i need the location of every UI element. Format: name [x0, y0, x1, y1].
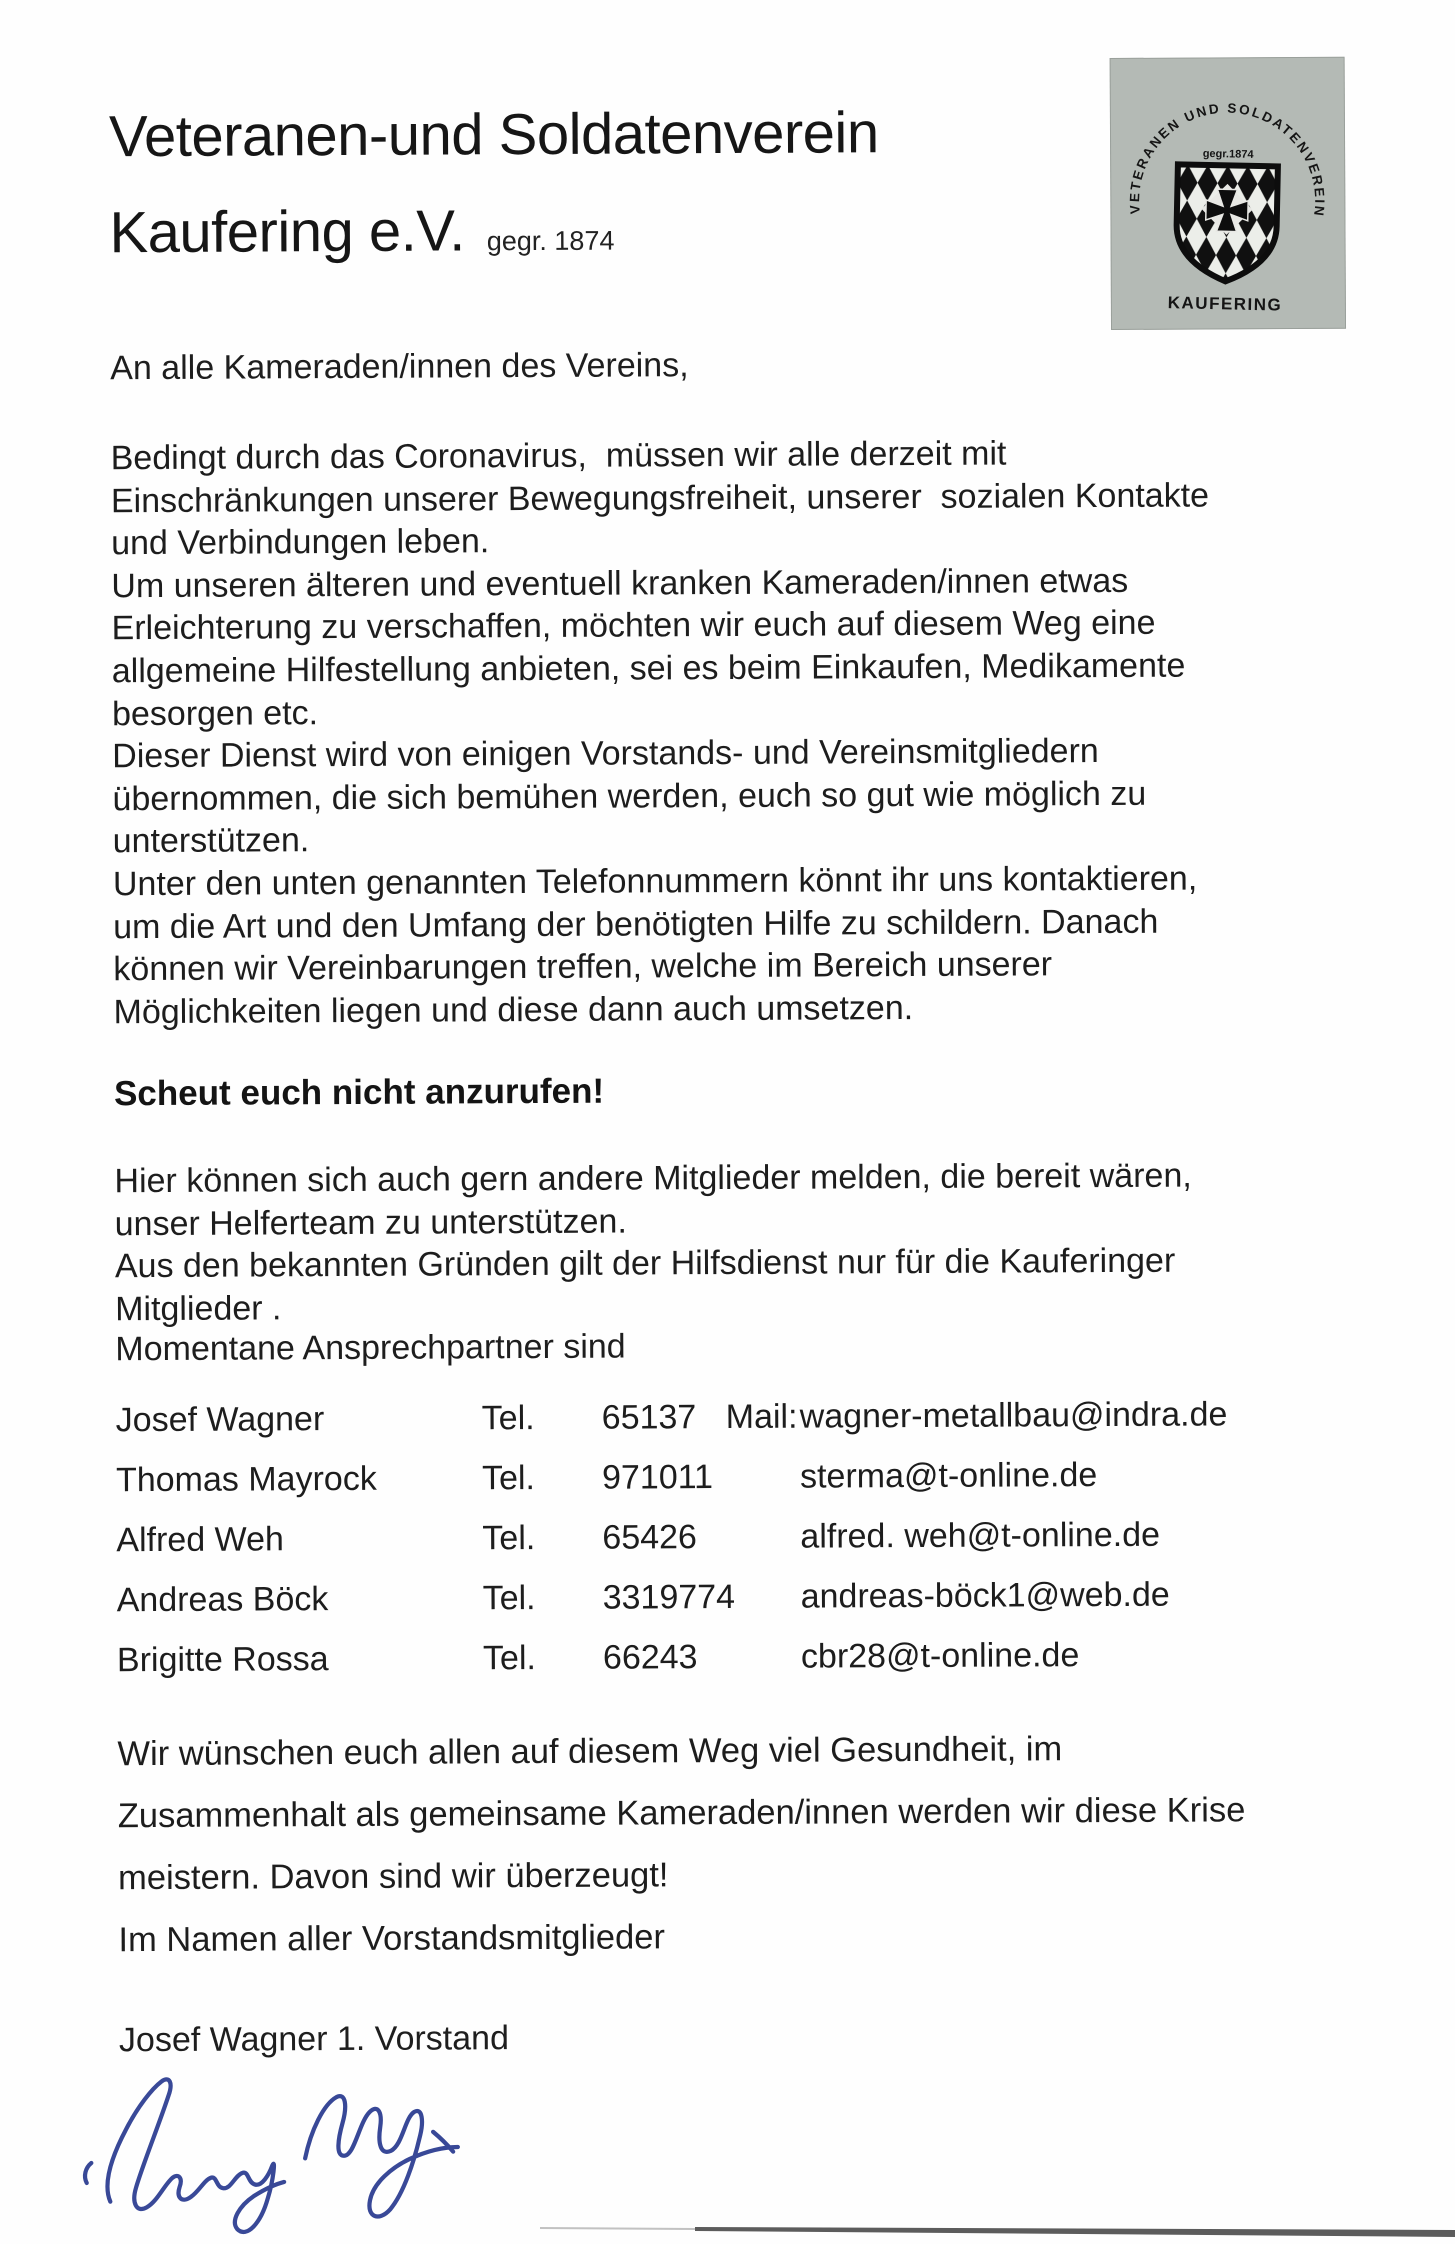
club-emblem-svg	[1110, 57, 1346, 330]
contact-tel-label: Tel.	[482, 1639, 537, 1678]
body-line: besorgen etc.	[111, 693, 319, 733]
contact-name: Alfred Weh	[116, 1520, 285, 1560]
body-line: übernommen, die sich bemühen werden, euch so gut wie möglich zu	[112, 774, 1147, 818]
contact-mail-label: Mail:	[725, 1397, 798, 1437]
body-line: um die Art und den Umfang der benötigten Hilfe zu schildern. Danach	[113, 902, 1159, 946]
body-line: können wir Vereinbarungen treffen, welche im Bereich unserer	[113, 945, 1053, 989]
salutation: An alle Kameraden/innen des Vereins,	[110, 346, 689, 388]
body-line: Erleichterung zu verschaffen, möchten wir euch auf diesem Weg eine	[111, 604, 1156, 648]
signature-stroke	[107, 2079, 284, 2233]
body-line: Um unseren älteren und eventuell kranken Kameraden/innen etwas	[111, 561, 1129, 606]
contact-tel-number: 3319774	[602, 1577, 736, 1617]
contact-tel-label: Tel.	[482, 1519, 536, 1558]
contact-row	[117, 1633, 1229, 1682]
contact-row	[116, 1453, 1228, 1502]
contact-email: sterma@t-online.de	[799, 1456, 1098, 1496]
contacts-table	[116, 1393, 1229, 1699]
contact-email: alfred. weh@t-online.de	[800, 1515, 1161, 1556]
contact-row	[117, 1573, 1229, 1622]
handwritten-signature	[74, 2049, 475, 2244]
org-name-line1: Veteranen-und Soldatenverein	[108, 100, 879, 170]
contact-tel-label: Tel.	[482, 1579, 536, 1618]
body-line: Mitglieder .	[115, 1289, 282, 1328]
contact-name: Thomas Mayrock	[115, 1459, 377, 1500]
org-name-line2-text: Kaufering e.V.	[109, 198, 465, 266]
signature-stroke	[85, 2163, 91, 2183]
body-line: Dieser Dienst wird von einigen Vorstands- und Vereinsmitgliedern	[112, 732, 1099, 776]
body-line: unser Helferteam zu unterstützen.	[114, 1202, 627, 1243]
contact-row	[116, 1393, 1228, 1442]
signer-name: Josef Wagner 1. Vorstand	[118, 2019, 510, 2060]
contact-tel-label: Tel.	[481, 1459, 536, 1498]
closing-line: Zusammenhalt als gemeinsame Kameraden/innen werden wir diese Krise	[117, 1791, 1246, 1836]
closing-line: Wir wünschen euch allen auf diesem Weg viel Gesundheit, im	[117, 1730, 1063, 1774]
contact-tel-number: 971011	[601, 1458, 714, 1497]
contact-email: andreas-böck1@web.de	[800, 1575, 1170, 1616]
contact-name: Brigitte Rossa	[116, 1640, 329, 1680]
body-line: Möglichkeiten liegen und diese dann auch umsetzen.	[113, 988, 914, 1031]
body-line: und Verbindungen leben.	[111, 522, 490, 563]
founded-note: gegr. 1874	[486, 225, 615, 257]
org-name-line2	[109, 181, 879, 291]
emblem-place-text: KAUFERING	[1167, 293, 1283, 315]
signature-stroke	[305, 2096, 458, 2217]
emblem-arc-text: VETERANEN UND SOLDATENVEREIN	[1127, 100, 1328, 219]
contact-tel-label: Tel.	[481, 1399, 535, 1438]
closing-paragraph	[117, 1717, 1246, 1971]
contact-email: wagner-metallbau@indra.de	[799, 1395, 1228, 1436]
body-line: unterstützen.	[112, 821, 310, 861]
contact-mail-label	[726, 1456, 800, 1499]
contact-email: cbr28@t-online.de	[800, 1636, 1080, 1676]
main-paragraphs	[111, 431, 1212, 1033]
body-line: allgemeine Hilfestellung anbieten, sei es beim Einkaufen, Medikamente	[111, 646, 1186, 691]
contact-tel-number: 66243	[602, 1638, 698, 1677]
secondary-paragraphs	[114, 1155, 1192, 1331]
contact-mail-label	[726, 1516, 800, 1559]
signature-svg	[74, 2049, 475, 2239]
contact-mail-label	[727, 1636, 801, 1679]
body-line: Unter den unten genannten Telefonnummern könnt ihr uns kontaktieren,	[112, 859, 1198, 904]
contact-mail-label	[727, 1576, 801, 1619]
body-line: Aus den bekannten Gründen gilt der Hilfsdienst nur für die Kauferinger	[114, 1241, 1176, 1286]
body-line: Einschränkungen unserer Bewegungsfreiheit, unserer sozialen Kontakte	[110, 476, 1210, 520]
body-line: Bedingt durch das Coronavirus, müssen wir alle derzeit mit	[110, 434, 1007, 478]
call-to-action: Scheut euch nicht anzurufen!	[113, 1071, 605, 1114]
contact-tel-number: 65426	[602, 1518, 697, 1557]
closing-line: meistern. Davon sind wir überzeugt!	[118, 1856, 669, 1898]
closing-line: Im Namen aller Vorstandsmitglieder	[118, 1918, 666, 1960]
contact-row	[116, 1513, 1228, 1562]
emblem-founded-text: gegr.1874	[1202, 147, 1254, 161]
contact-tel-number: 65137	[601, 1398, 697, 1437]
letter-head	[109, 85, 880, 291]
club-emblem	[1110, 57, 1346, 330]
contact-name: Josef Wagner	[115, 1400, 325, 1440]
body-line: Hier können sich auch gern andere Mitglieder melden, die bereit wären,	[114, 1156, 1192, 1201]
contacts-intro: Momentane Ansprechpartner sind	[115, 1327, 626, 1369]
contact-name: Andreas Böck	[116, 1580, 329, 1620]
